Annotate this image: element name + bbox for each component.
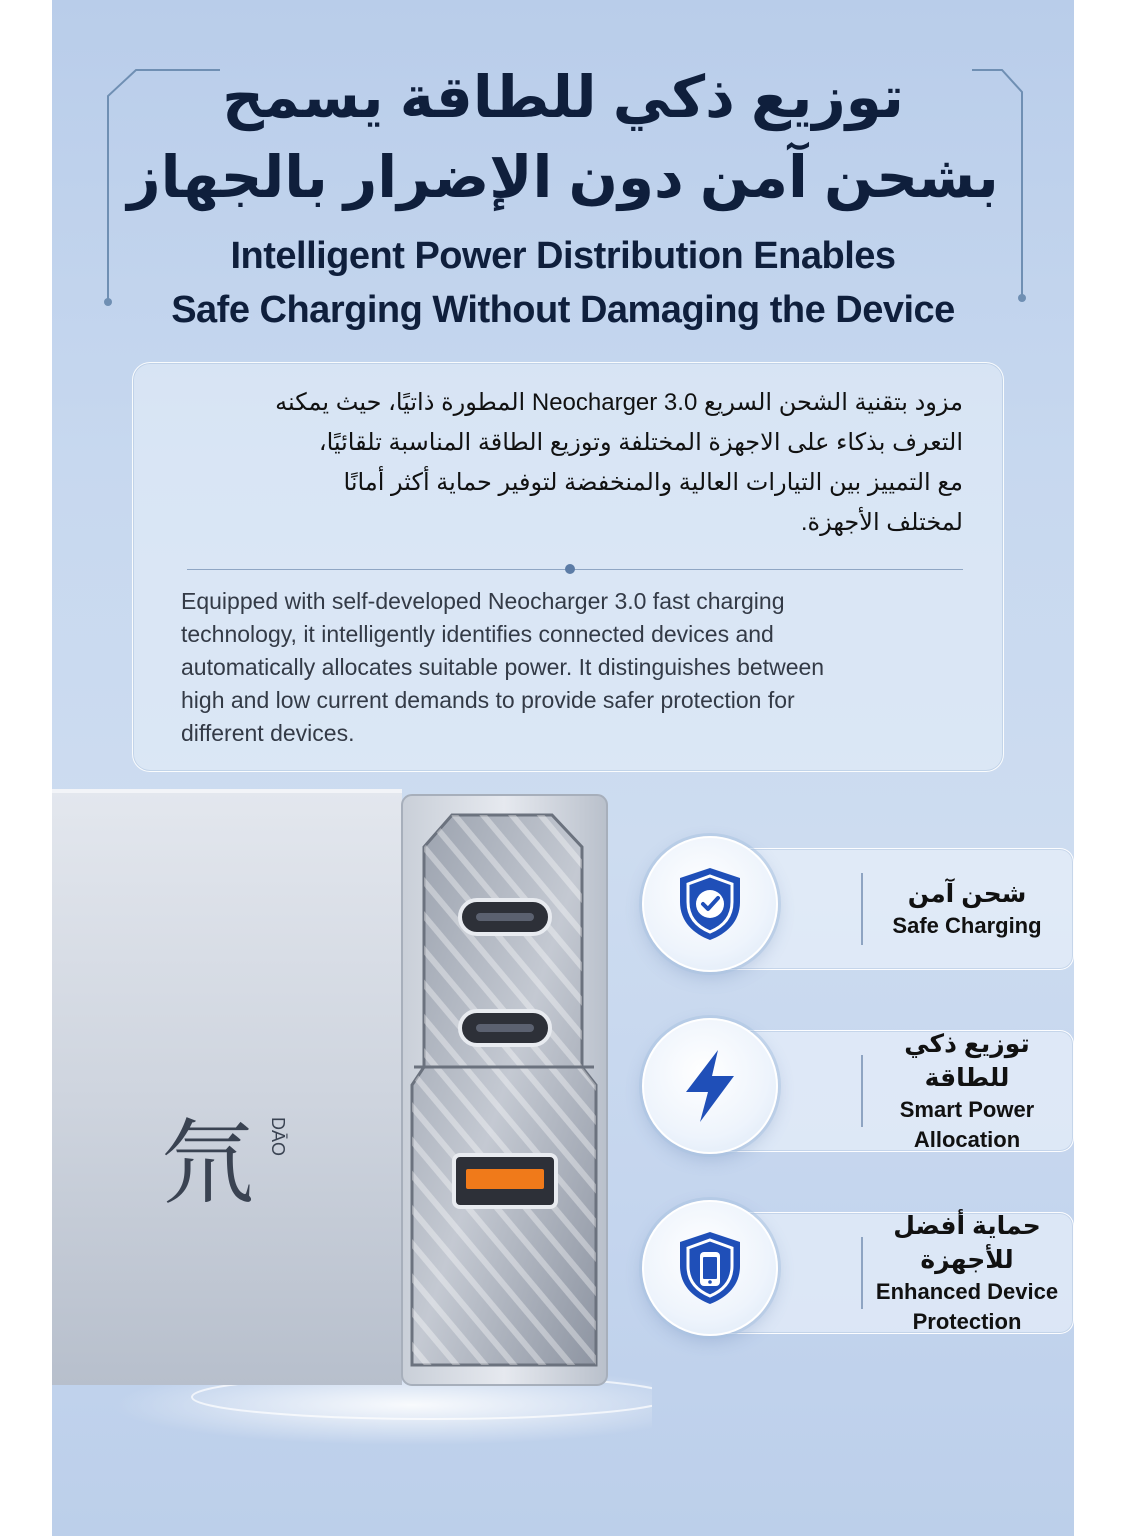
feature-icon-circle [642,1200,778,1336]
feature-label-arabic: حماية أفضل للأجهزة [893,1212,1041,1274]
description-arabic [173,383,963,543]
feature-label-english: Safe Charging [892,913,1042,938]
headline-arabic-line-1: توزيع ذكي للطاقة يسمح [222,65,904,130]
shield-phone-icon [670,1228,750,1308]
lightning-bolt-icon [670,1046,750,1126]
description-arabic-line-2: التعرف بذكاء على الاجهزة المختلفة وتوزيع الطاقة المناسبة تلقائيًا، [318,429,963,456]
feature-separator [861,1237,863,1309]
charger-product-image [52,785,652,1445]
description-english [181,585,961,750]
feature-icon-circle [642,836,778,972]
description-english-line-3: automatically allocates suitable power. It distinguishes between [181,654,825,680]
feature-label-english-line-2: Protection [912,1309,1022,1334]
feature-smart-power-allocation [642,1024,1062,1154]
feature-icon-circle [642,1018,778,1154]
feature-safe-charging [642,842,1062,972]
description-arabic-line-1: مزود بتقنية الشحن السريع Neocharger 3.0 المطورة ذاتيًا، حيث يمكنه [275,389,963,416]
feature-text [867,1031,1067,1151]
feature-label-arabic: شحن آمن [907,880,1027,908]
feature-label-english-line-2: Allocation [913,1127,1021,1152]
product-banner [52,0,1074,1536]
brand-glyph: 氘 [162,1110,255,1217]
brand-name: DĀO [268,1117,288,1157]
feature-text [867,849,1067,969]
description-divider [187,569,963,570]
feature-separator [861,873,863,945]
feature-text [867,1213,1067,1333]
description-arabic-line-3: مع التمييز بين التيارات العالية والمنخفضة لتوفير حماية أكثر أمانًا [343,469,963,496]
description-card [132,362,1004,772]
headline-arabic-line-2: بشحن آمن دون الإضرار بالجهاز [127,145,999,210]
divider-dot [565,564,575,574]
description-english-line-1: Equipped with self-developed Neocharger 3.0 fast charging [181,588,785,614]
description-arabic-line-4: لمختلف الأجهزة. [800,509,963,536]
feature-label-english-line-1: Enhanced Device [875,1279,1059,1304]
feature-label-arabic: توزيع ذكي للطاقة [904,1030,1030,1092]
feature-separator [861,1055,863,1127]
feature-label-english-line-1: Smart Power [899,1097,1035,1122]
feature-enhanced-device-protection [642,1206,1062,1336]
shield-check-icon [670,864,750,944]
description-english-line-5: different devices. [181,720,355,746]
description-english-line-4: high and low current demands to provide safer protection for [181,687,795,713]
description-english-line-2: technology, it intelligently identifies connected devices and [181,621,774,647]
headline-english-line-1: Intelligent Power Distribution Enables [230,235,896,277]
headline-english-line-2: Safe Charging Without Damaging the Device [171,289,955,331]
